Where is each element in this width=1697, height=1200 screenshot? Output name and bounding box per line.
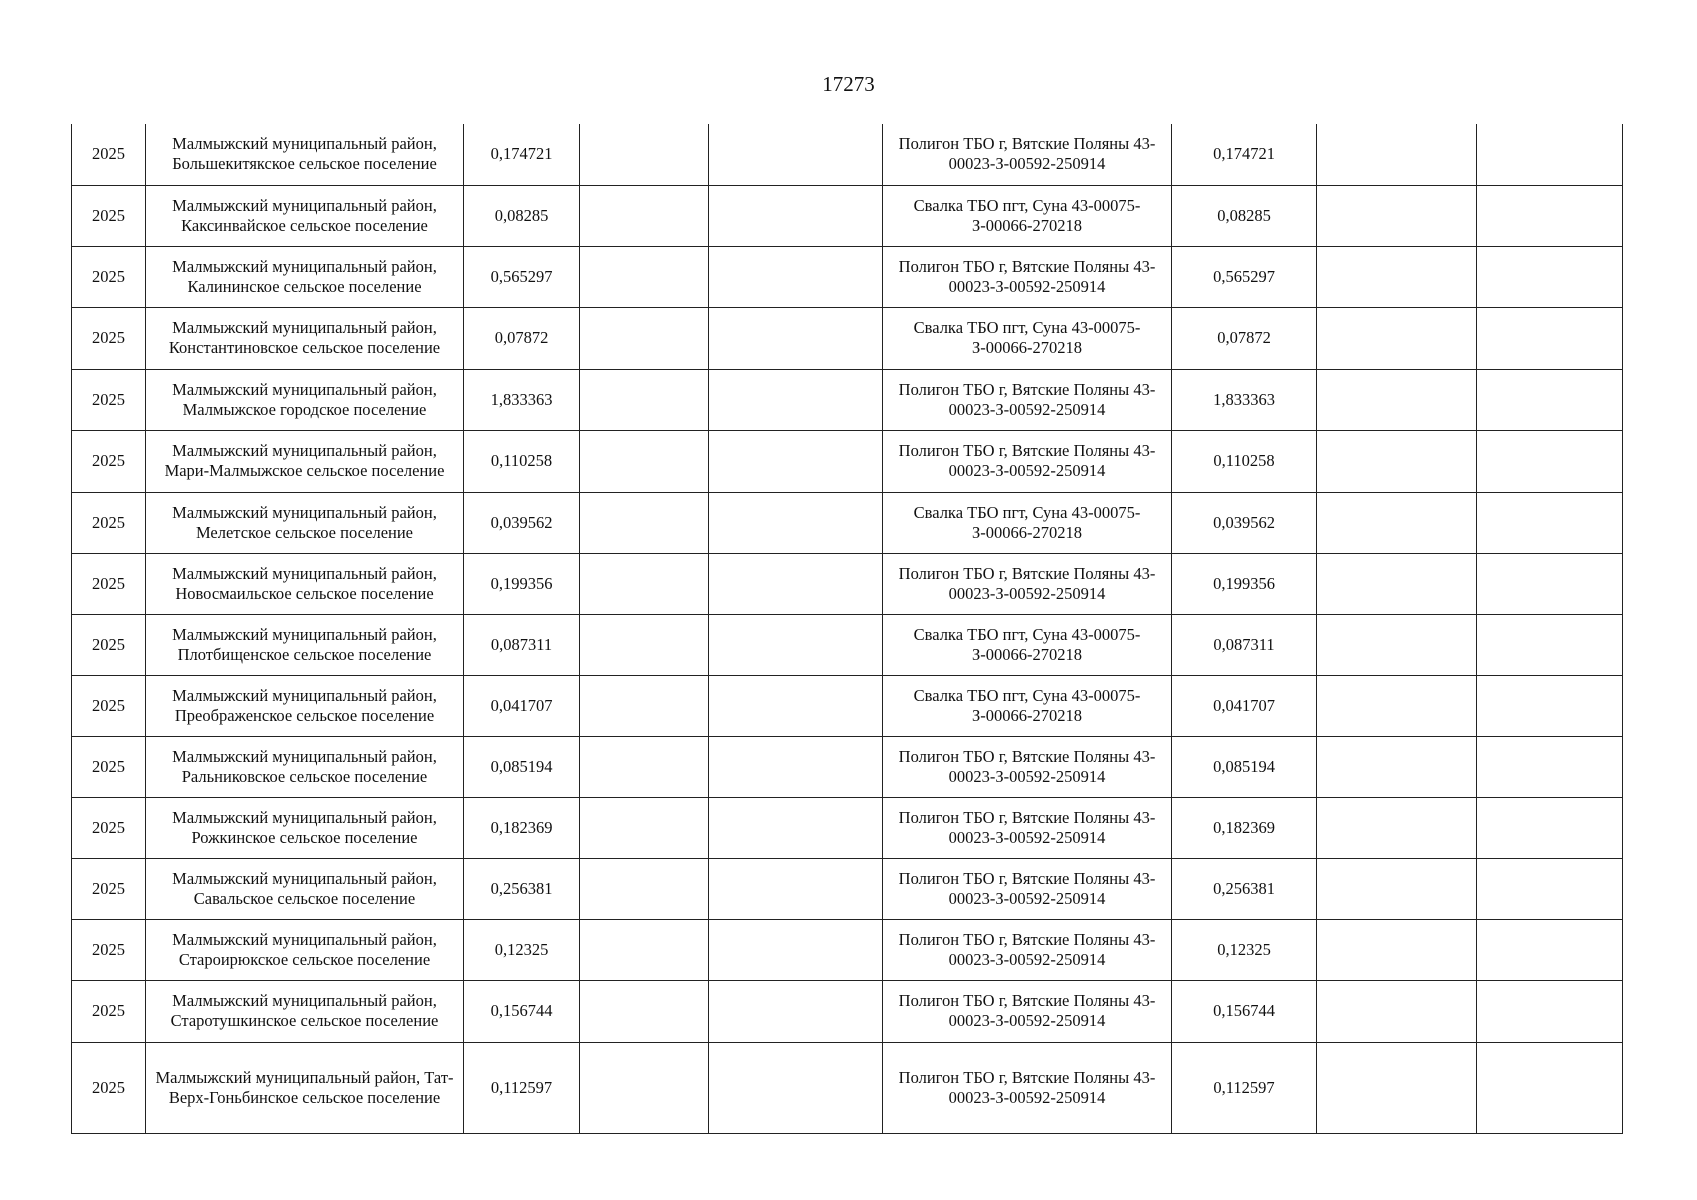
table-row xyxy=(72,246,1623,307)
cell-empty xyxy=(1317,797,1477,858)
cell-territory: Малмыжский муниципальный район, Мари-Малмыжское сельское поселение xyxy=(146,430,464,492)
cell-volume-2: 0,156744 xyxy=(1172,980,1317,1042)
cell-territory: Малмыжский муниципальный район, Ральниковское сельское поселение xyxy=(146,736,464,797)
cell-facility: Свалка ТБО пгт, Суна 43-00075-З-00066-270218 xyxy=(883,307,1172,369)
cell-empty xyxy=(1477,124,1623,185)
cell-empty xyxy=(1317,980,1477,1042)
table-row xyxy=(72,614,1623,675)
cell-empty xyxy=(580,369,709,430)
table-row xyxy=(72,369,1623,430)
cell-empty xyxy=(1477,1042,1623,1133)
cell-empty xyxy=(1477,858,1623,919)
cell-empty xyxy=(1477,614,1623,675)
cell-volume: 0,085194 xyxy=(464,736,580,797)
cell-empty xyxy=(580,492,709,553)
cell-territory: Малмыжский муниципальный район, Преображенское сельское поселение xyxy=(146,675,464,736)
cell-empty xyxy=(1317,185,1477,246)
table-row xyxy=(72,919,1623,980)
cell-territory: Малмыжский муниципальный район, Новосмаильское сельское поселение xyxy=(146,553,464,614)
cell-empty xyxy=(709,185,883,246)
cell-year: 2025 xyxy=(72,797,146,858)
cell-year: 2025 xyxy=(72,858,146,919)
cell-empty xyxy=(709,307,883,369)
cell-year: 2025 xyxy=(72,246,146,307)
cell-volume: 0,041707 xyxy=(464,675,580,736)
table-row xyxy=(72,307,1623,369)
cell-empty xyxy=(1477,675,1623,736)
cell-volume: 0,565297 xyxy=(464,246,580,307)
cell-empty xyxy=(1477,919,1623,980)
cell-facility: Полигон ТБО г, Вятские Поляны 43-00023-З-00592-250914 xyxy=(883,553,1172,614)
table-row xyxy=(72,430,1623,492)
cell-volume: 0,182369 xyxy=(464,797,580,858)
cell-empty xyxy=(580,614,709,675)
cell-empty xyxy=(709,246,883,307)
cell-year: 2025 xyxy=(72,675,146,736)
cell-empty xyxy=(1317,614,1477,675)
cell-empty xyxy=(1317,1042,1477,1133)
cell-empty xyxy=(709,614,883,675)
table-row xyxy=(72,124,1623,185)
table-row xyxy=(72,553,1623,614)
cell-facility: Полигон ТБО г, Вятские Поляны 43-00023-З-00592-250914 xyxy=(883,736,1172,797)
cell-empty xyxy=(580,246,709,307)
cell-empty xyxy=(1317,430,1477,492)
cell-territory: Малмыжский муниципальный район, Большекитякское сельское поселение xyxy=(146,124,464,185)
cell-territory: Малмыжский муниципальный район, Мелетское сельское поселение xyxy=(146,492,464,553)
cell-facility: Полигон ТБО г, Вятские Поляны 43-00023-З-00592-250914 xyxy=(883,246,1172,307)
cell-empty xyxy=(709,430,883,492)
data-table xyxy=(71,124,1623,1134)
cell-year: 2025 xyxy=(72,492,146,553)
cell-empty xyxy=(1317,675,1477,736)
table-row xyxy=(72,797,1623,858)
cell-territory: Малмыжский муниципальный район, Тат-Верх-Гоньбинское сельское поселение xyxy=(146,1042,464,1133)
cell-volume: 0,199356 xyxy=(464,553,580,614)
cell-territory: Малмыжский муниципальный район, Константиновское сельское поселение xyxy=(146,307,464,369)
cell-empty xyxy=(580,553,709,614)
cell-empty xyxy=(580,736,709,797)
cell-empty xyxy=(1477,369,1623,430)
cell-facility: Свалка ТБО пгт, Суна 43-00075-З-00066-270218 xyxy=(883,492,1172,553)
cell-year: 2025 xyxy=(72,736,146,797)
cell-volume: 0,087311 xyxy=(464,614,580,675)
cell-facility: Полигон ТБО г, Вятские Поляны 43-00023-З-00592-250914 xyxy=(883,858,1172,919)
cell-volume-2: 0,039562 xyxy=(1172,492,1317,553)
cell-facility: Свалка ТБО пгт, Суна 43-00075-З-00066-270218 xyxy=(883,185,1172,246)
cell-empty xyxy=(1477,492,1623,553)
table-row xyxy=(72,1042,1623,1133)
cell-volume-2: 0,12325 xyxy=(1172,919,1317,980)
cell-facility: Полигон ТБО г, Вятские Поляны 43-00023-З-00592-250914 xyxy=(883,980,1172,1042)
cell-empty xyxy=(580,919,709,980)
cell-empty xyxy=(580,858,709,919)
cell-facility: Свалка ТБО пгт, Суна 43-00075-З-00066-270218 xyxy=(883,614,1172,675)
cell-empty xyxy=(1477,430,1623,492)
cell-territory: Малмыжский муниципальный район, Малмыжское городское поселение xyxy=(146,369,464,430)
cell-empty xyxy=(580,797,709,858)
cell-empty xyxy=(580,980,709,1042)
cell-facility: Полигон ТБО г, Вятские Поляны 43-00023-З-00592-250914 xyxy=(883,124,1172,185)
cell-volume-2: 0,174721 xyxy=(1172,124,1317,185)
cell-volume-2: 0,112597 xyxy=(1172,1042,1317,1133)
table-row xyxy=(72,736,1623,797)
table-row xyxy=(72,185,1623,246)
cell-year: 2025 xyxy=(72,185,146,246)
cell-facility: Полигон ТБО г, Вятские Поляны 43-00023-З-00592-250914 xyxy=(883,1042,1172,1133)
cell-territory: Малмыжский муниципальный район, Каксинвайское сельское поселение xyxy=(146,185,464,246)
cell-year: 2025 xyxy=(72,124,146,185)
cell-volume-2: 0,199356 xyxy=(1172,553,1317,614)
cell-year: 2025 xyxy=(72,614,146,675)
cell-empty xyxy=(709,553,883,614)
cell-empty xyxy=(1317,736,1477,797)
cell-empty xyxy=(1317,919,1477,980)
cell-empty xyxy=(1317,369,1477,430)
cell-volume-2: 0,07872 xyxy=(1172,307,1317,369)
cell-volume: 0,112597 xyxy=(464,1042,580,1133)
cell-empty xyxy=(1477,736,1623,797)
cell-volume: 0,156744 xyxy=(464,980,580,1042)
cell-empty xyxy=(580,1042,709,1133)
cell-empty xyxy=(709,919,883,980)
cell-territory: Малмыжский муниципальный район, Савальское сельское поселение xyxy=(146,858,464,919)
cell-year: 2025 xyxy=(72,919,146,980)
cell-empty xyxy=(709,1042,883,1133)
cell-year: 2025 xyxy=(72,369,146,430)
cell-territory: Малмыжский муниципальный район, Калининское сельское поселение xyxy=(146,246,464,307)
cell-volume-2: 0,087311 xyxy=(1172,614,1317,675)
cell-facility: Свалка ТБО пгт, Суна 43-00075-З-00066-270218 xyxy=(883,675,1172,736)
cell-empty xyxy=(1317,246,1477,307)
cell-empty xyxy=(1477,797,1623,858)
cell-empty xyxy=(1317,492,1477,553)
cell-year: 2025 xyxy=(72,980,146,1042)
cell-empty xyxy=(709,797,883,858)
cell-volume-2: 1,833363 xyxy=(1172,369,1317,430)
cell-empty xyxy=(1317,553,1477,614)
cell-empty xyxy=(580,675,709,736)
cell-empty xyxy=(1477,553,1623,614)
cell-volume-2: 0,041707 xyxy=(1172,675,1317,736)
cell-empty xyxy=(580,430,709,492)
cell-empty xyxy=(1477,307,1623,369)
cell-empty xyxy=(709,736,883,797)
cell-empty xyxy=(709,675,883,736)
cell-volume: 0,12325 xyxy=(464,919,580,980)
cell-empty xyxy=(709,980,883,1042)
cell-volume: 0,039562 xyxy=(464,492,580,553)
cell-volume: 0,174721 xyxy=(464,124,580,185)
cell-territory: Малмыжский муниципальный район, Староирюкское сельское поселение xyxy=(146,919,464,980)
cell-empty xyxy=(1317,307,1477,369)
cell-volume-2: 0,256381 xyxy=(1172,858,1317,919)
cell-volume-2: 0,182369 xyxy=(1172,797,1317,858)
cell-volume-2: 0,110258 xyxy=(1172,430,1317,492)
cell-empty xyxy=(709,369,883,430)
cell-empty xyxy=(1477,185,1623,246)
cell-volume-2: 0,085194 xyxy=(1172,736,1317,797)
cell-empty xyxy=(709,858,883,919)
table-row xyxy=(72,980,1623,1042)
page-number: 17273 xyxy=(822,72,875,96)
cell-year: 2025 xyxy=(72,430,146,492)
cell-facility: Полигон ТБО г, Вятские Поляны 43-00023-З-00592-250914 xyxy=(883,369,1172,430)
table-row xyxy=(72,675,1623,736)
cell-volume: 0,110258 xyxy=(464,430,580,492)
cell-empty xyxy=(580,185,709,246)
cell-empty xyxy=(1477,980,1623,1042)
cell-empty xyxy=(709,124,883,185)
table-row xyxy=(72,858,1623,919)
cell-facility: Полигон ТБО г, Вятские Поляны 43-00023-З-00592-250914 xyxy=(883,797,1172,858)
cell-volume-2: 0,565297 xyxy=(1172,246,1317,307)
cell-territory: Малмыжский муниципальный район, Плотбищенское сельское поселение xyxy=(146,614,464,675)
cell-empty xyxy=(1477,246,1623,307)
cell-empty xyxy=(1317,858,1477,919)
cell-empty xyxy=(709,492,883,553)
cell-territory: Малмыжский муниципальный район, Рожкинское сельское поселение xyxy=(146,797,464,858)
cell-volume: 1,833363 xyxy=(464,369,580,430)
cell-volume: 0,07872 xyxy=(464,307,580,369)
cell-facility: Полигон ТБО г, Вятские Поляны 43-00023-З-00592-250914 xyxy=(883,430,1172,492)
cell-facility: Полигон ТБО г, Вятские Поляны 43-00023-З-00592-250914 xyxy=(883,919,1172,980)
cell-volume: 0,08285 xyxy=(464,185,580,246)
cell-year: 2025 xyxy=(72,307,146,369)
cell-year: 2025 xyxy=(72,1042,146,1133)
cell-empty xyxy=(580,307,709,369)
cell-empty xyxy=(580,124,709,185)
table-row xyxy=(72,492,1623,553)
cell-volume: 0,256381 xyxy=(464,858,580,919)
cell-volume-2: 0,08285 xyxy=(1172,185,1317,246)
cell-year: 2025 xyxy=(72,553,146,614)
cell-territory: Малмыжский муниципальный район, Старотушкинское сельское поселение xyxy=(146,980,464,1042)
cell-empty xyxy=(1317,124,1477,185)
